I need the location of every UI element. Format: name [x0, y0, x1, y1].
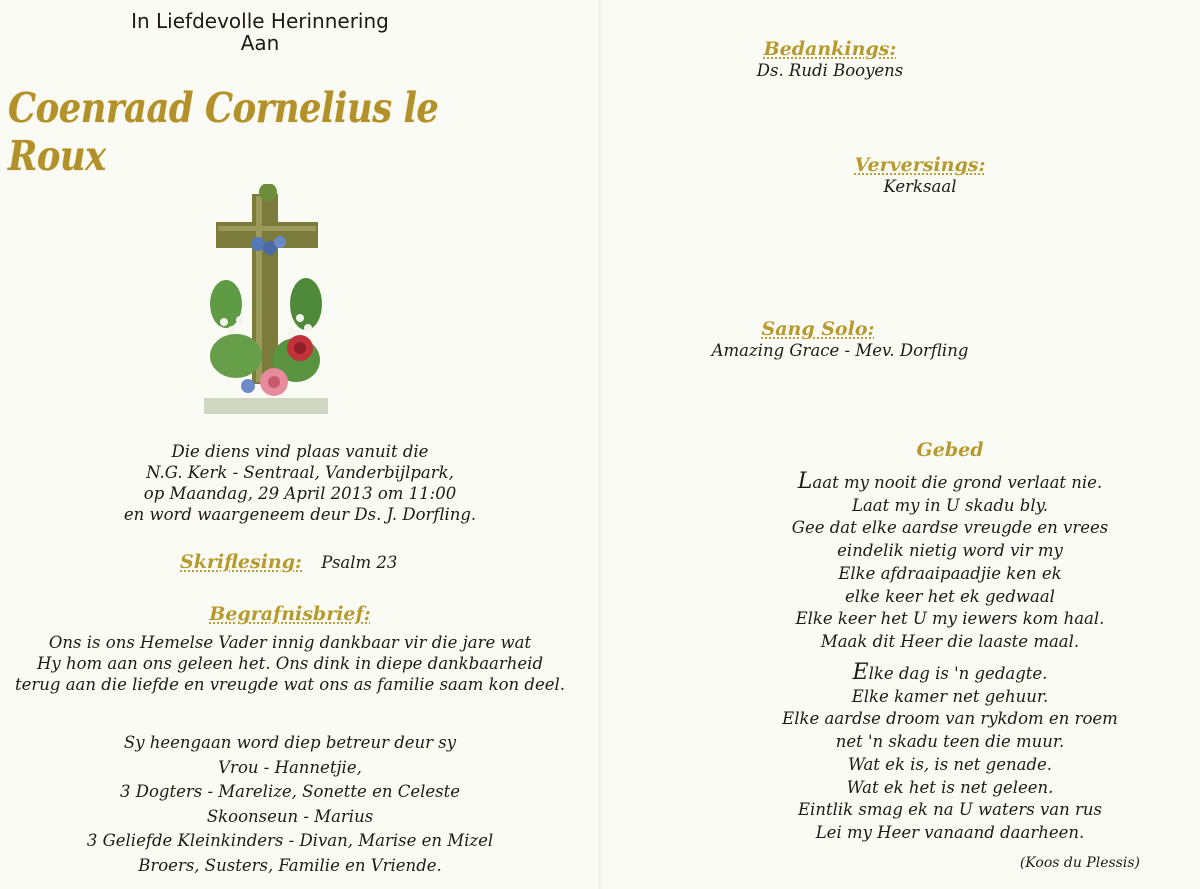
- poem-line: net 'n skadu teen die muur.: [835, 732, 1065, 752]
- deceased-name: Coenraad Cornelius le Roux: [8, 84, 439, 180]
- thanks-value: Ds. Rudi Booyens: [756, 61, 904, 80]
- memorial-line-2: Aan: [240, 31, 280, 55]
- poem-line: Elke dag is 'n gedagte.: [852, 660, 1048, 685]
- right-panel: [600, 0, 1200, 889]
- mourner-line: Vrou - Hannetjie,: [218, 757, 362, 777]
- poem-line: Elke kamer net gehuur.: [851, 686, 1049, 706]
- letter-heading: [100, 604, 480, 625]
- poem-line: Laat my in U skadu bly.: [852, 495, 1048, 515]
- poem-line: Elke afdraaipaadjie ken ek: [838, 563, 1062, 583]
- poem-stanza-2: [750, 662, 1150, 845]
- memorial-line-1: In Liefdevolle Herinnering: [131, 9, 389, 33]
- poem-line: Elke keer het U my iewers kom haal.: [795, 609, 1105, 629]
- poem-line: Maak dit Heer die laaste maal.: [820, 631, 1080, 651]
- service-details: [40, 441, 560, 525]
- drop-letter: E: [852, 660, 869, 685]
- scripture-row: [180, 552, 400, 573]
- thanks-label: Bedankings:: [763, 38, 897, 60]
- letter-label: Begrafnisbrief:: [209, 603, 371, 625]
- solo-value: Amazing Grace - Mev. Dorfling: [711, 341, 969, 360]
- service-line: Die diens vind plaas vanuit die: [171, 442, 429, 461]
- mourner-line: Sy heengaan word diep betreur deur sy: [123, 733, 457, 752]
- letter-line: Ons is ons Hemelse Vader innig dankbaar vir die jare wat: [48, 633, 532, 652]
- service-line: N.G. Kerk - Sentraal, Vanderbijlpark,: [146, 463, 454, 482]
- poem-stanza-1: [750, 471, 1150, 654]
- poem-line: Eintlik smag ek na U waters van rus: [798, 800, 1102, 820]
- poem-line: Wat ek is, is net genade.: [847, 754, 1053, 774]
- poem-line: elke keer het ek gedwaal: [845, 586, 1055, 606]
- mourner-line: 3 Geliefde Kleinkinders - Divan, Marise en Mizel: [86, 831, 494, 850]
- solo-section: [670, 319, 1010, 361]
- letter-line: terug aan die liefde en vreugde wat ons as familie saam kon deel.: [14, 675, 566, 694]
- scripture-value: Psalm 23: [321, 553, 398, 572]
- service-line: op Maandag, 29 April 2013 om 11:00: [143, 484, 457, 503]
- poem-line: Wat ek het is net geleen.: [846, 777, 1054, 797]
- poem-line: Gee dat elke aardse vreugde en vrees: [791, 518, 1109, 538]
- mourner-line: Skoonseun - Marius: [206, 806, 374, 826]
- cross-flowers-illustration: [196, 184, 336, 420]
- letter-line: Hy hom aan ons geleen het. Ons dink in diepe dankbaarheid: [36, 654, 544, 673]
- letter-text: [10, 632, 570, 695]
- mourner-line: 3 Dogters - Marelize, Sonette en Celeste: [120, 782, 460, 801]
- mourners-list: [20, 731, 560, 878]
- drop-letter: L: [797, 469, 813, 494]
- refresh-section: [820, 155, 1020, 197]
- thanks-section: [720, 39, 940, 81]
- refresh-label: Verversings:: [854, 154, 986, 176]
- mourner-line: Broers, Susters, Familie en Vriende.: [138, 855, 442, 875]
- scripture-label: Skriflesing:: [180, 551, 303, 573]
- poem-line: Lei my Heer vanaand daarheen.: [815, 822, 1085, 842]
- poem-line: Laat my nooit die grond verlaat nie.: [797, 469, 1103, 494]
- poem-author: (Koos du Plessis): [1019, 855, 1140, 871]
- poem-line: eindelik nietig word vir my: [837, 541, 1063, 561]
- memorial-heading: [70, 10, 450, 54]
- solo-label: Sang Solo:: [761, 318, 875, 340]
- refresh-value: Kerksaal: [883, 177, 957, 196]
- prayer-heading: [830, 440, 1070, 461]
- prayer-label: Gebed: [916, 439, 984, 461]
- service-line: en word waargeneem deur Ds. J. Dorfling.: [123, 505, 477, 524]
- poem-line: Elke aardse droom van rykdom en roem: [782, 709, 1118, 729]
